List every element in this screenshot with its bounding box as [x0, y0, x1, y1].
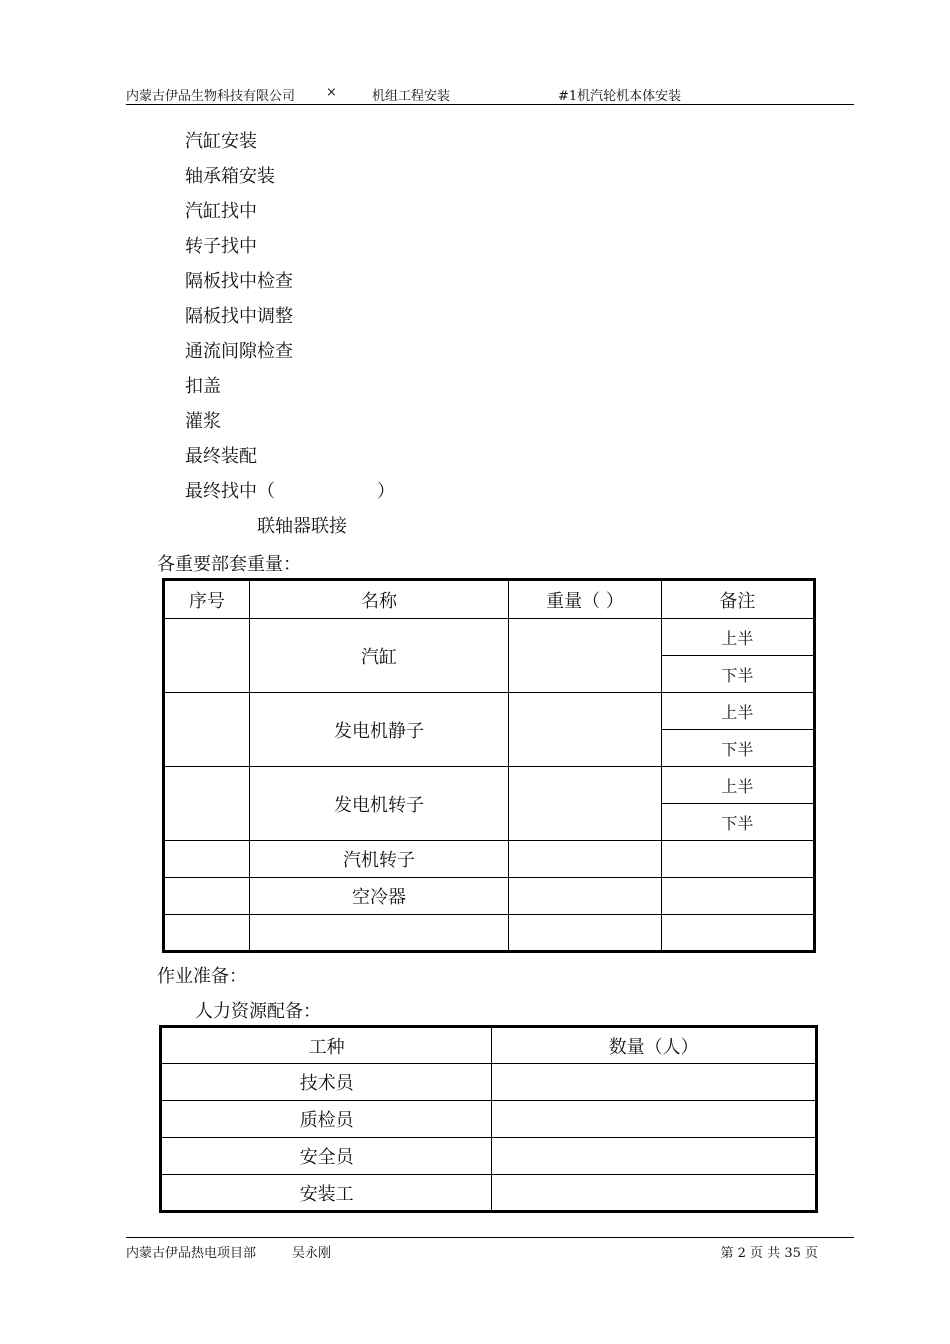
col-header-remark: 备注: [661, 580, 814, 619]
col-header-name: 名称: [249, 580, 509, 619]
table-row: [161, 1064, 817, 1101]
header-page-title: #1机汽轮机本体安装: [558, 89, 682, 104]
footer-author: 吴永刚: [292, 1246, 332, 1261]
col-header-role: 工种: [161, 1027, 492, 1064]
step-item: 汽缸找中: [185, 201, 257, 222]
cell-weight: [509, 619, 661, 693]
cell-remark: 下半: [661, 656, 814, 693]
footer-page-info: 第 2 页 共 35 页: [720, 1246, 818, 1261]
cell-name: 汽缸: [249, 619, 509, 693]
cell-no: [164, 915, 250, 952]
cell-remark: [661, 878, 814, 915]
table-row: [161, 1175, 817, 1212]
hr-title: 人力资源配备：: [195, 1001, 321, 1022]
step-item: 隔板找中检查: [185, 271, 293, 292]
cell-name: 空冷器: [249, 878, 509, 915]
cell-weight: [509, 915, 661, 952]
step-item: 最终装配: [185, 446, 257, 467]
cell-count: [492, 1138, 817, 1175]
step-item: 汽缸安装: [185, 131, 257, 152]
page-header: [126, 84, 854, 105]
cell-remark: 下半: [661, 730, 814, 767]
cell-no: [164, 693, 250, 767]
cell-count: [492, 1101, 817, 1138]
table-row: [164, 915, 815, 952]
cell-no: [164, 767, 250, 841]
cell-no: [164, 619, 250, 693]
cell-role: 技术员: [161, 1064, 492, 1101]
table-row: [161, 1138, 817, 1175]
cell-no: [164, 841, 250, 878]
cell-name: 发电机转子: [249, 767, 509, 841]
cell-weight: [509, 841, 661, 878]
cell-remark: 上半: [661, 619, 814, 656]
step-item: 灌浆: [185, 411, 221, 432]
cell-remark: 上半: [661, 767, 814, 804]
prep-title: 作业准备：: [157, 966, 247, 987]
col-header-count: 数量（人）: [492, 1027, 817, 1064]
step-item: 转子找中: [185, 236, 257, 257]
step-coupling: 联轴器联接: [257, 516, 347, 537]
header-section: 机组工程安装: [372, 89, 451, 104]
header-x-mark: ×: [326, 85, 337, 100]
cell-remark: [661, 841, 814, 878]
hr-table: [159, 1025, 818, 1213]
table-row: [164, 841, 815, 878]
cell-name: 发电机静子: [249, 693, 509, 767]
page-footer: [126, 1237, 854, 1260]
cell-weight: [509, 693, 661, 767]
install-steps-list: [185, 128, 395, 548]
table-row: [164, 767, 815, 804]
step-final-align-suffix: ）: [377, 481, 395, 502]
step-item: 通流间隙检查: [185, 341, 293, 362]
table-row: [164, 619, 815, 656]
cell-role: 质检员: [161, 1101, 492, 1138]
step-final-align: [185, 478, 395, 513]
col-header-no: 序号: [164, 580, 250, 619]
table-header-row: [164, 580, 815, 619]
weights-table: [162, 578, 816, 953]
weights-title: 各重要部套重量：: [157, 554, 301, 575]
cell-weight: [509, 767, 661, 841]
step-item: 扣盖: [185, 376, 221, 397]
cell-weight: [509, 878, 661, 915]
table-header-row: [161, 1027, 817, 1064]
cell-role: 安装工: [161, 1175, 492, 1212]
cell-name: 汽机转子: [249, 841, 509, 878]
step-final-align-prefix: 最终找中（: [185, 481, 275, 502]
step-item: 轴承箱安装: [185, 166, 275, 187]
footer-dept: 内蒙古伊品热电项目部: [126, 1246, 257, 1261]
cell-count: [492, 1064, 817, 1101]
cell-role: 安全员: [161, 1138, 492, 1175]
cell-name: [249, 915, 509, 952]
table-row: [161, 1101, 817, 1138]
cell-no: [164, 878, 250, 915]
header-company: 内蒙古伊品生物科技有限公司: [126, 89, 296, 104]
cell-count: [492, 1175, 817, 1212]
cell-remark: 下半: [661, 804, 814, 841]
table-row: [164, 878, 815, 915]
table-row: [164, 693, 815, 730]
col-header-weight: 重量（ ）: [509, 580, 661, 619]
cell-remark: [661, 915, 814, 952]
cell-remark: 上半: [661, 693, 814, 730]
step-item: 隔板找中调整: [185, 306, 293, 327]
